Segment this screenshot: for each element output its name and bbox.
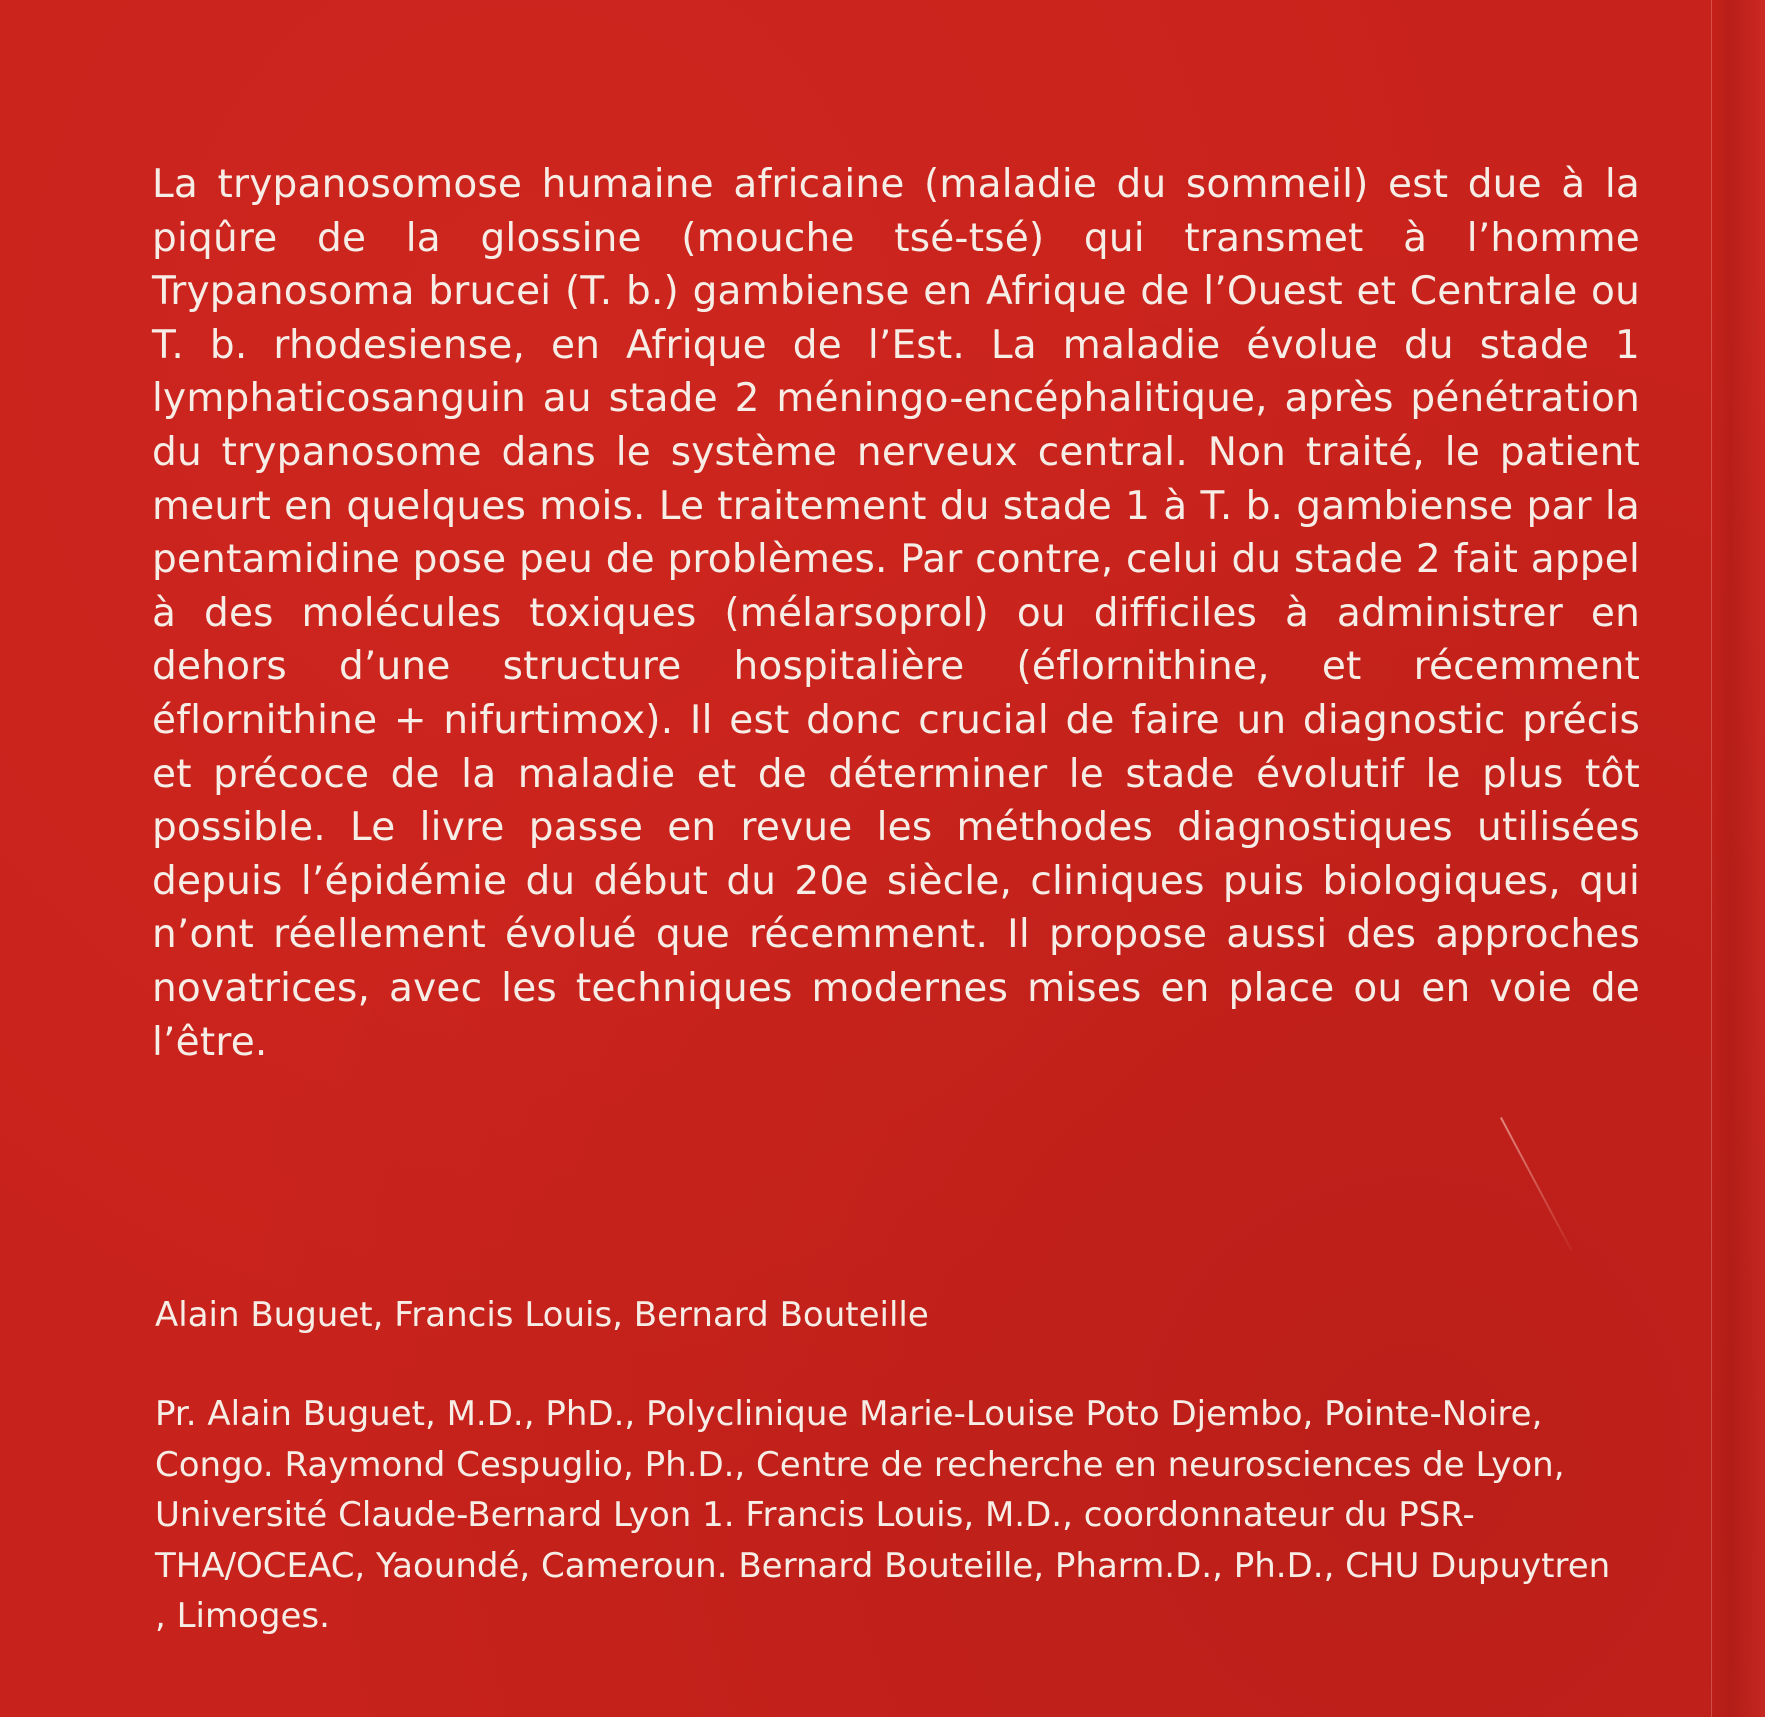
author-affiliations: Pr. Alain Buguet, M.D., PhD., Polyclinique Marie-Louise Poto Djembo, Pointe-Noire, Congo. Raymond Cespuglio, Ph.D., Centre de recherche en neurosciences de Lyon, Université Claude-Bernard Lyon 1. Francis Louis, M.D., coordonnateur du PSR-THA/OCEAC, Yaoundé, Cameroun. Bernard Bouteille, Pharm.D., Ph.D., CHU Dupuytren , Limoges. [155, 1394, 1611, 1636]
spine-edge [1707, 0, 1765, 1717]
spine-fold-line [1711, 0, 1712, 1717]
summary-text: La trypanosomose humaine africaine (maladie du sommeil) est due à la piqûre de la glossine (mouche tsé-tsé) qui transmet à l’homme Trypanosoma brucei (T. b.) gambiense en Afrique de l’Ouest et Centrale ou T. b. rhodesiense, en Afrique de l’Est. La maladie évolue du stade 1 lymphaticosanguin au stade 2 méningo-encéphalitique, après pénétration du trypanosome dans le système nerveux central. Non traité, le patient meurt en quelques mois. Le traitement du stade 1 à T. b. gambiense par la pentamidine pose peu de problèmes. Par contre, celui du stade 2 fait appel à des molécules toxiques (mélarsoprol) ou difficiles à administrer en dehors d’une structure hospitalière (éflornithine, et récemment éflornithine + nifurtimox). Il est donc crucial de faire un diagnostic précis et précoce de la maladie et de déterminer le stade évolutif le plus tôt possible. Le livre passe en revue les méthodes diagnostiques utilisées depuis l’épidémie du début du 20e siècle, cliniques puis biologiques, qui n’ont réellement évolué que récemment. Il propose aussi des approches novatrices, avec les techniques modernes mises en place ou en voie de l’être. [152, 162, 1640, 1065]
authors-line: Alain Buguet, Francis Louis, Bernard Bouteille [155, 1295, 929, 1335]
surface-scratch [1500, 1117, 1572, 1250]
